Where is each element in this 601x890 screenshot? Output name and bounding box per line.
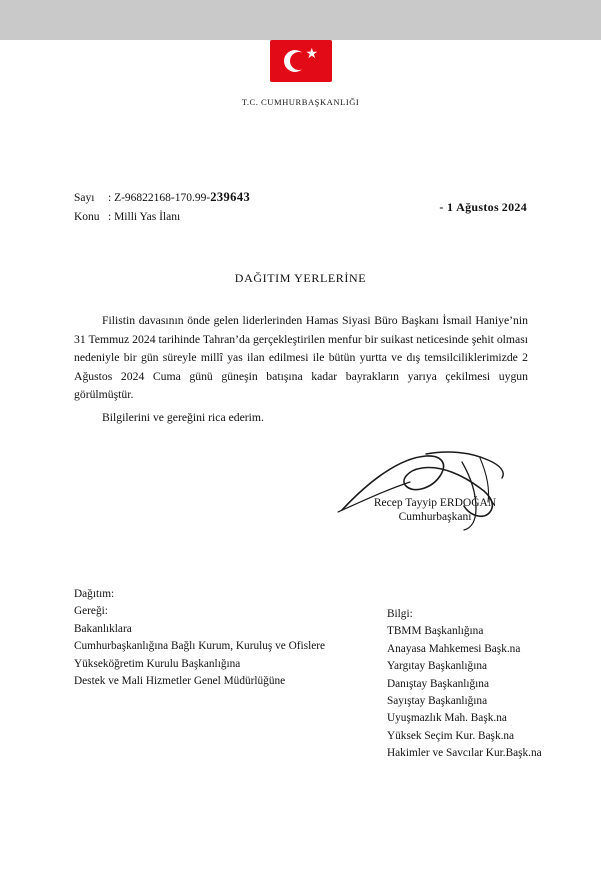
sayi-handwritten-value: 239643 [210, 190, 251, 204]
distribution-left-column [74, 586, 374, 690]
konu-value: Milli Yas İlanı [114, 211, 181, 223]
sayi-separator: : [108, 192, 112, 204]
konu-label: Konu [74, 211, 100, 223]
konu-separator: : [108, 211, 112, 223]
list-item: Bakanlıklara [74, 622, 132, 635]
distribution-right-column [387, 606, 587, 763]
signature-mark [330, 432, 530, 542]
addressee-heading: DAĞITIM YERLERİNE [234, 271, 367, 285]
list-item: Danıştay Başkanlığına [387, 677, 489, 690]
document-page [0, 40, 601, 890]
distribution-heading: Dağıtım: [74, 588, 115, 600]
distribution-left-title: Gereği: [74, 605, 108, 618]
signer-title: Cumhurbaşkanı [398, 511, 472, 523]
signer-name: Recep Tayyip ERDOĞAN [373, 497, 497, 509]
list-item: Yargıtay Başkanlığına [387, 660, 487, 673]
list-item: TBMM Başkanlığına [387, 625, 484, 638]
document-header [0, 40, 601, 107]
sayi-value: Z-96822168-170.99- [114, 192, 211, 204]
signature-svg [330, 432, 530, 542]
date-day: - 1 [439, 200, 454, 214]
list-item: Destek ve Mali Hizmetler Genel Müdürlüğüne [74, 675, 286, 688]
reference-block [74, 188, 250, 227]
body-paragraph-1: Filistin davasının önde gelen liderlerinden Hamas Siyasi Büro Başkanı İsmail Haniye’nin 31 Temmuz 2024 tarihinde Tahran’da gerçekleştirilen menfur bir suikast neticesinde şehit olması nedeniyle bir gün süreyle millî yas ilan edilmesi ile bütün yurtta ve dış temsilciliklerimizde 2 Ağustos 2024 Cuma günü güneşin batışına kadar bayrakların yarıya çekilmesi uygun görülmüştür. [74, 314, 528, 401]
list-item: Cumhurbaşkanlığına Bağlı Kurum, Kuruluş ve Ofislere [74, 640, 325, 653]
sayi-label: Sayı [74, 192, 95, 204]
body-paragraph-2: Bilgilerini ve gereğini rica ederim. [102, 410, 264, 424]
reference-number-line [74, 188, 250, 208]
subject-line [74, 208, 250, 227]
turkish-flag-icon [270, 40, 332, 82]
document-date [439, 200, 527, 215]
date-year: 2024 [501, 200, 527, 214]
list-item: Yüksek Seçim Kur. Başk.na [387, 729, 515, 742]
organization-name: T.C. CUMHURBAŞKANLIĞI [241, 97, 360, 107]
list-item: Yükseköğretim Kurulu Başkanlığına [74, 657, 241, 670]
list-item: Hakimler ve Savcılar Kur.Başk.na [387, 747, 542, 760]
list-item: Uyuşmazlık Mah. Başk.na [387, 712, 507, 725]
date-month: Ağustos [456, 200, 499, 214]
list-item: Sayıştay Başkanlığına [387, 695, 488, 708]
distribution-right-title: Bilgi: [387, 608, 413, 620]
list-item: Anayasa Mahkemesi Başk.na [387, 642, 521, 655]
document-body [74, 312, 528, 431]
